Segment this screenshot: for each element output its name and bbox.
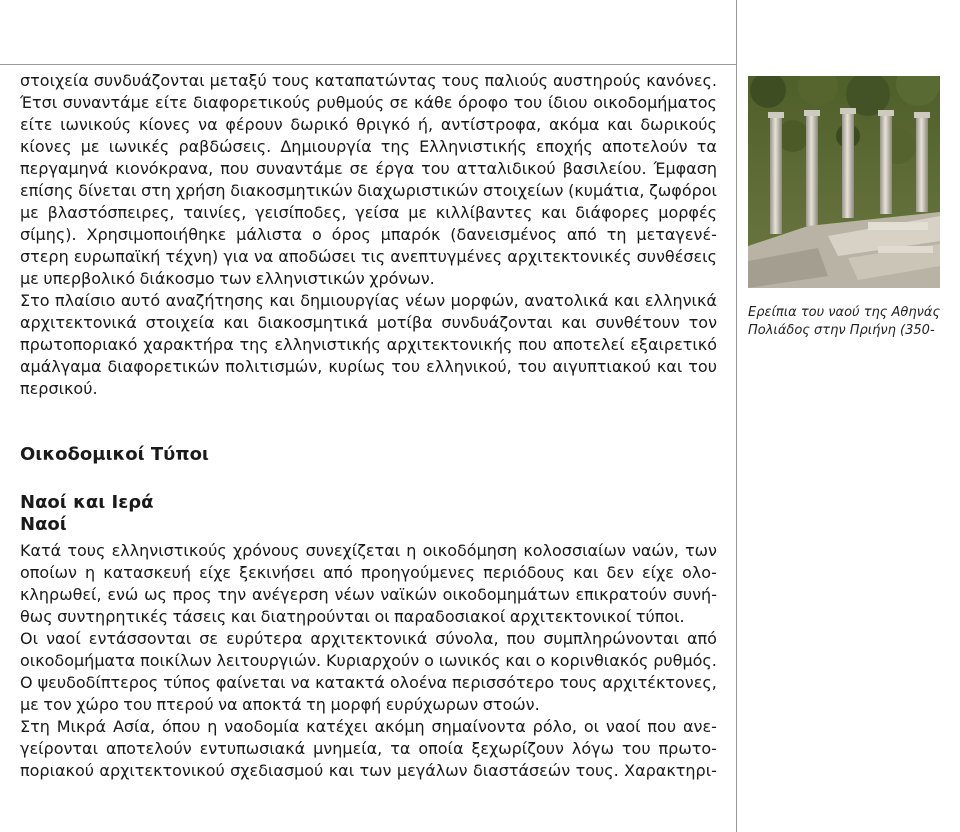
- text-line: επίσης δίνεται στη χρήση διακοσμητικών διαχωριστικών στοιχείων (κυμάτια, ζωφόροι: [20, 181, 717, 200]
- text-line: θως συντηρητικές τάσεις και διατηρούνται οι παραδοσιακοί αρχιτεκτονικοί τύποι.: [20, 607, 685, 626]
- text-line: κληρωθεί, ενώ ως προς την ανέγερση νέων ναϊκών οικοδομημάτων επικρατούν συνή-: [20, 585, 717, 604]
- text-line: αρχιτεκτονικά στοιχεία και διακοσμητικά μοτίβα συνδυάζονται και συνθέτουν τον: [20, 313, 717, 332]
- text-line: περγαμηνά κιονόκρανα, που συναντάμε σε έργα του ατταλιδικού βασιλείου. Έμφαση: [20, 159, 717, 178]
- text-line: Ο ψευδοδίπτερος τύπος φαίνεται να κατακτά ολοένα περισσότερο τους αρχιτέκτονες,: [20, 673, 717, 692]
- text-line: Έτσι συναντάμε είτε διαφορετικούς ρυθμούς σε κάθε όροφο του ίδιου οικοδομήματος: [20, 93, 717, 112]
- body-paragraph-2: [20, 540, 717, 782]
- text-line: γείρονται αποτελούν εντυπωσιακά μνημεία, τα οποία ξεχωρίζουν λόγω του πρωτο-: [20, 739, 717, 758]
- text-line: πρωτοποριακό χαρακτήρα της ελληνιστικής αρχιτεκτονικής που αποτελεί εξαιρετικό: [20, 335, 717, 354]
- text-line: Στη Μικρά Ασία, όπου η ναοδομία κατέχει ακόμη σημαίνοντα ρόλο, οι ναοί που ανε-: [20, 717, 717, 736]
- caption-line-1: Ερείπια του ναού της Αθηνάς: [748, 305, 941, 320]
- section-heading: Οικοδομικοί Τύποι: [20, 444, 209, 465]
- text-line: Οι ναοί εντάσσονται σε ευρύτερα αρχιτεκτονικά σύνολα, που συμπληρώνονται από: [20, 629, 717, 648]
- text-line: ποριακού αρχιτεκτονικού σχεδιασμού και των μεγάλων διαστάσεών τους. Χαρακτηρι-: [20, 761, 717, 780]
- text-line: αμάλγαμα διαφορετικών πολιτισμών, κυρίως του ελληνικού, του αιγυπτιακού και του: [20, 357, 717, 376]
- text-line: με τον χώρο του πτερού να αποκτά τη μορφή ευρύχωρων στοών.: [20, 695, 540, 714]
- text-line: περσικού.: [20, 379, 98, 398]
- temple-ruins-illustration: [748, 76, 940, 288]
- text-line: οικοδομήματα ποικίλων λειτουργιών. Κυριαρχούν ο ιωνικός και ο κορινθιακός ρυθμός.: [20, 651, 717, 670]
- header-rule-horizontal: [0, 64, 736, 65]
- subheading-temples-and-sanctuaries: Ναοί και Ιερά: [20, 492, 154, 513]
- text-line: οποίων η κατασκευή είχε ξεκινήσει από προηγούμενες περιόδους και δεν είχε ολο-: [20, 563, 717, 582]
- caption-line-2: Πολιάδος στην Πριήνη (350-: [748, 323, 935, 338]
- text-line: με υπερβολικό διάκοσμο των ελληνιστικών χρόνων.: [20, 269, 435, 288]
- text-line: σίμης). Χρησιμοποιήθηκε μάλιστα ο όρος μπαρόκ (δανεισμένος από τη μεταγενέ-: [20, 225, 717, 244]
- column-divider-vertical: [736, 0, 737, 832]
- text-line: Στο πλαίσιο αυτό αναζήτησης και δημιουργίας νέων μορφών, ανατολικά και ελληνικά: [20, 291, 717, 310]
- text-line: στερη ευρωπαϊκή τέχνη) για να αποδώσει τις ανεπτυγμένες αρχιτεκτονικές συνθέσεις: [20, 247, 717, 266]
- text-line: κίονες με ιωνικές ραβδώσεις. Δημιουργία της Ελληνιστικής εποχής αποτελούν τα: [20, 137, 717, 156]
- body-paragraph-1: [20, 70, 717, 400]
- text-line: με βλαστόσπειρες, ταινίες, γεισίποδες, γείσα με κιλλίβαντες και διάφορες μορφές: [20, 203, 717, 222]
- figure-caption: [748, 304, 948, 340]
- text-line: είτε ιωνικούς κίονες να φέρουν δωρικό θριγκό ή, αντίστροφα, ακόμα και δωρικούς: [20, 115, 717, 134]
- subheading-temples: Ναοί: [20, 514, 67, 535]
- text-line: στοιχεία συνδυάζονται μεταξύ τους καταπατώντας τους παλιούς αυστηρούς κανόνες.: [20, 71, 717, 90]
- text-line: Κατά τους ελληνιστικούς χρόνους συνεχίζεται η οικοδόμηση κολοσσιαίων ναών, των: [20, 541, 717, 560]
- temple-ruins-photo: [748, 76, 940, 288]
